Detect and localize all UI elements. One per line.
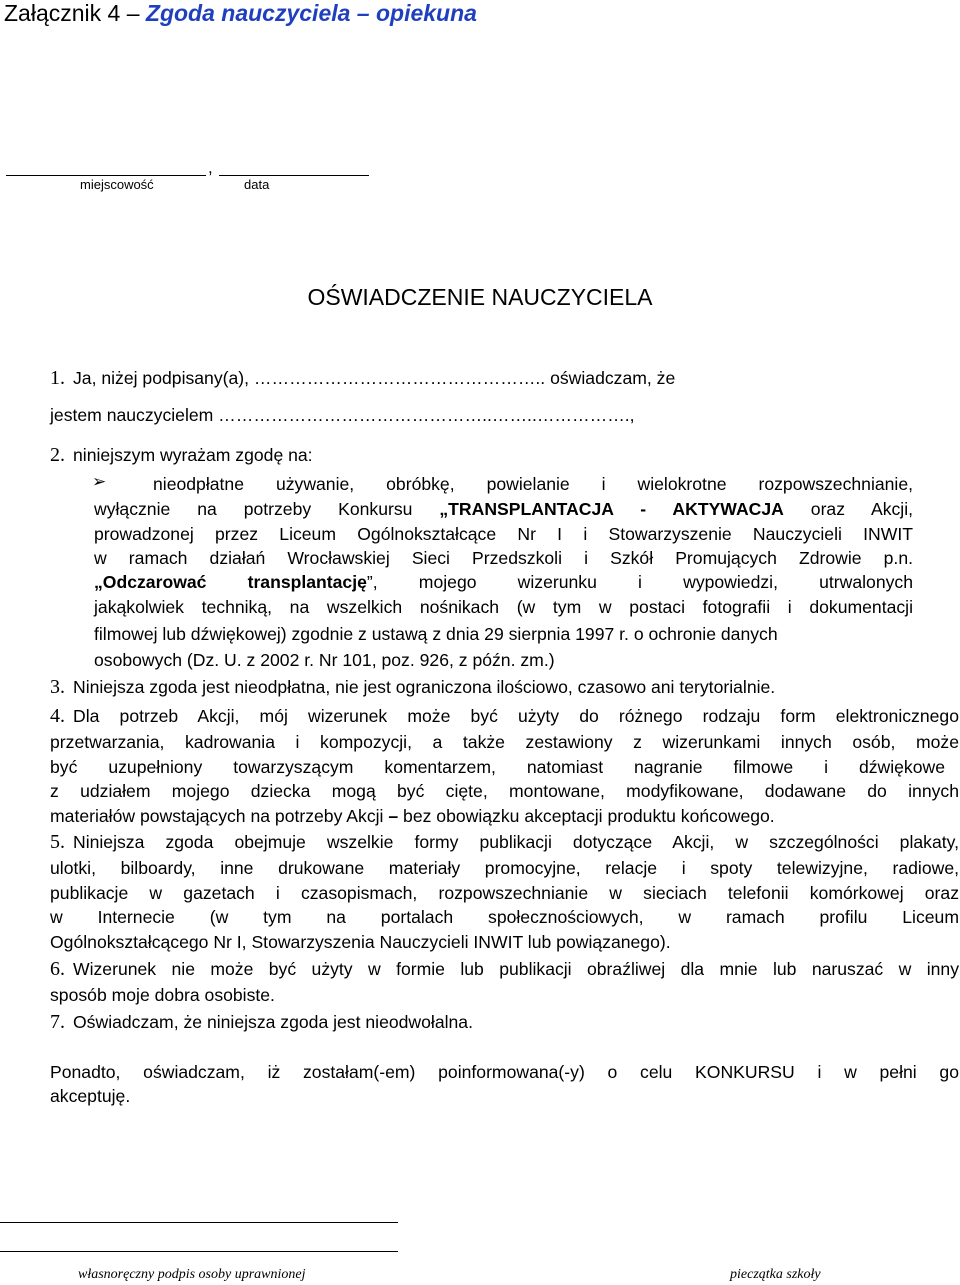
date-line (219, 175, 369, 176)
item-4-last-pre: materiałów powstających na potrzeby Akcji (50, 806, 389, 826)
item-3-number: 3. (50, 676, 65, 698)
item-5-line-2: ulotki, bilboardy, inne drukowane materiały promocyjne, relacje i spoty telewizyjne, radiowe, (50, 858, 959, 878)
attachment-prefix: Załącznik 4 – (4, 0, 146, 26)
item-3-text: Niniejsza zgoda jest nieodpłatna, nie jest ograniczona ilościowo, czasowo ani terytorialnie. (73, 677, 776, 697)
item-6-line-2: sposób moje dobra osobiste. (50, 985, 275, 1005)
item-1-line-1 (50, 366, 675, 390)
place-line (6, 175, 206, 176)
item-2-line-e-post: ”, mojego wizerunku i wypowiedzi, utrwalonych (366, 572, 913, 592)
item-4-line-5 (50, 804, 775, 828)
item-2-intro (50, 443, 313, 467)
item-5-line-5: Ogólnokształcącego Nr I, Stowarzyszenia Nauczycieli INWIT lub powiązanego). (50, 932, 671, 952)
document-title: OŚWIADCZENIE NAUCZYCIELA (307, 284, 653, 310)
signature-label: własnoręczny podpis osoby uprawnionej (78, 1267, 306, 1282)
item-4-number: 4. (50, 705, 65, 727)
item-4-line-3: być uzupełniony towarzyszącym komentarzem, natomiast nagranie filmowe i dźwiękowe (50, 757, 945, 777)
item-6-text-1: Wizerunek nie może być użyty w formie lub publikacji obraźliwej dla mnie lub naruszać w inny (73, 959, 959, 979)
place-date-comma: , (208, 158, 213, 177)
item-2-line-b (94, 497, 913, 521)
item-5-line-4: w Internecie (w tym na portalach społecznościowych, w ramach profilu Liceum (50, 907, 959, 927)
closing-line-1: Ponadto, oświadczam, iż zostałam(-em) poinformowana(-y) o celu KONKURSU i w pełni go (50, 1062, 959, 1082)
item-7-number: 7. (50, 1011, 65, 1033)
school-stamp-label: pieczątka szkoły (730, 1267, 821, 1282)
item-1-text-1: Ja, niżej podpisany(a), ………………………………………….. oświadczam, że (73, 368, 676, 388)
action-name: „Odczarować transplantację (94, 572, 367, 592)
item-2-line-b-pre: wyłącznie na potrzeby Konkursu (94, 499, 440, 519)
item-2-line-e (94, 570, 913, 594)
item-4-last-post: bez obowiązku akceptacji produktu końcowego. (398, 806, 775, 826)
item-1-line-2: jestem nauczycielem ………………………………………..……..……………., (50, 405, 635, 425)
item-5-line-3: publikacje w gazetach i czasopismach, rozpowszechnianie w sieciach telefonii komórkowej oraz (50, 883, 959, 903)
item-7 (50, 1010, 473, 1034)
item-4-dash: – (388, 806, 399, 826)
item-1-number: 1. (50, 367, 65, 389)
item-4-text-1: Dla potrzeb Akcji, mój wizerunek może być użyty do różnego rodzaju form elektronicznego (73, 706, 959, 726)
attachment-header (4, 0, 477, 26)
signature-line-1 (0, 1222, 398, 1223)
item-2-line-h: osobowych (Dz. U. z 2002 r. Nr 101, poz. 926, z późn. zm.) (94, 650, 555, 670)
date-label: data (244, 177, 270, 192)
item-2-intro-text: niniejszym wyrażam zgodę na: (73, 445, 313, 465)
item-2-line-a: nieodpłatne używanie, obróbkę, powielanie i wielokrotne rozpowszechnianie, (153, 474, 913, 494)
item-5-number: 5. (50, 831, 65, 853)
item-5-text-1: Niniejsza zgoda obejmuje wszelkie formy publikacji dotyczące Akcji, w szczególności plakaty, (73, 832, 959, 852)
competition-name: „TRANSPLANTACJA - AKTYWACJA (439, 499, 784, 519)
item-5-line-1 (50, 830, 959, 854)
place-label: miejscowość (80, 177, 154, 192)
item-7-text: Oświadczam, że niniejsza zgoda jest nieodwołalna. (73, 1012, 473, 1032)
closing-line-2: akceptuję. (50, 1086, 131, 1106)
item-6-line-1 (50, 957, 959, 981)
item-2-line-f: jakąkolwiek techniką, na wszelkich nośnikach (w tym w postaci fotografii i dokumentacji (94, 597, 913, 617)
item-2-line-d: w ramach działań Wrocławskiej Sieci Przedszkoli i Szkół Promujących Zdrowie p.n. (94, 548, 913, 568)
item-4-line-1 (50, 704, 959, 728)
item-2-line-c: prowadzonej przez Liceum Ogólnokształcące Nr I i Stowarzyszenie Nauczycieli INWIT (94, 524, 913, 544)
item-2-line-b-post: oraz Akcji, (783, 499, 914, 519)
item-2-line-g: filmowej lub dźwiękowej) zgodnie z ustawą z dnia 29 sierpnia 1997 r. o ochronie danych (94, 624, 778, 644)
bullet-arrow-icon: ➢ (92, 472, 107, 491)
item-4-line-2: przetwarzania, kadrowania i kompozycji, a także zestawiony z wizerunkami innych osób, może (50, 732, 959, 752)
item-3 (50, 675, 775, 699)
item-2-number: 2. (50, 444, 65, 466)
item-4-line-4: z udziałem mojego dziecka mogą być cięte, montowane, modyfikowane, dodawane do innych (50, 781, 959, 801)
item-6-number: 6. (50, 958, 65, 980)
signature-line-2 (0, 1251, 398, 1252)
attachment-title: Zgoda nauczyciela – opiekuna (145, 0, 477, 26)
